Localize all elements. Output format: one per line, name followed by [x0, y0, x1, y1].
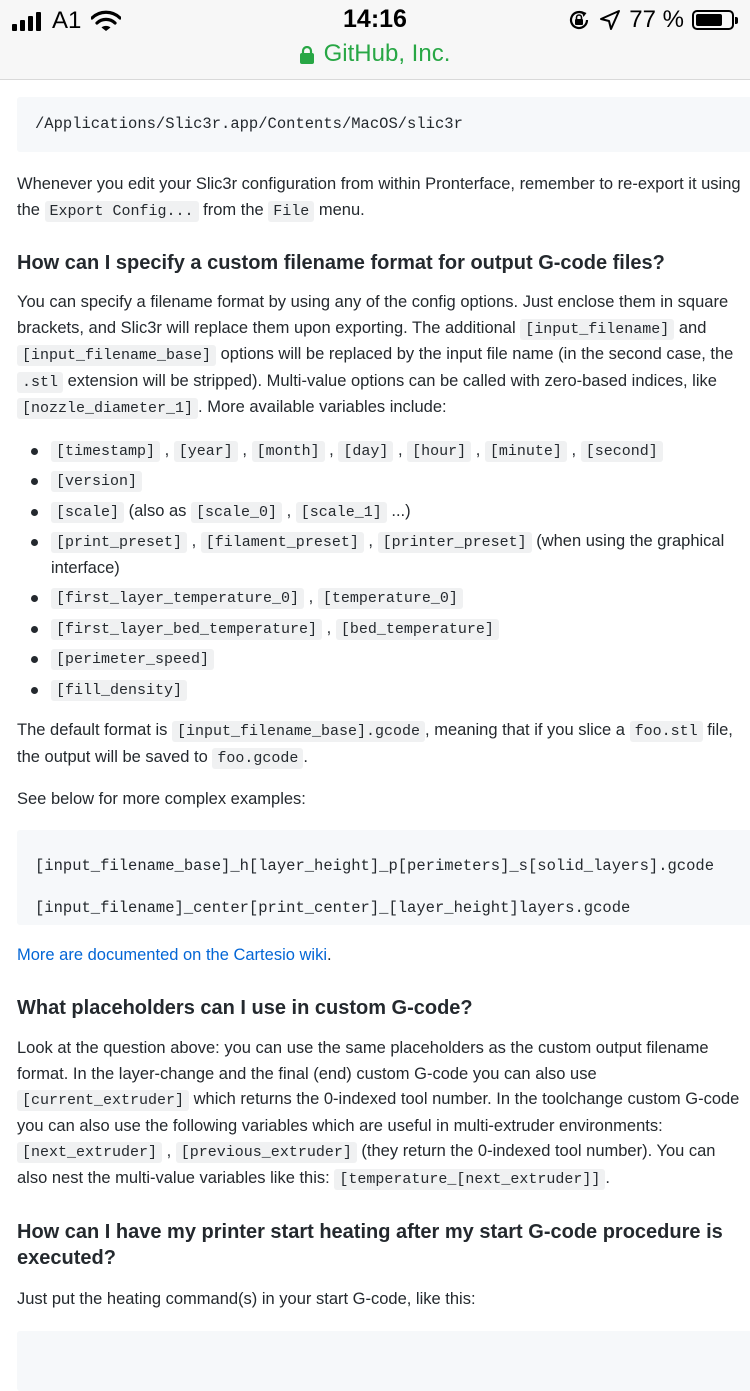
text: options will be replaced by the input file name (in the second case, the: [220, 345, 734, 363]
text: The default format is: [17, 721, 168, 739]
inline-code: [month]: [252, 441, 325, 462]
heading-start-heating: How can I have my printer start heating after my start G-code procedure is executed?: [17, 1221, 723, 1269]
code-block-examples: [17, 830, 750, 925]
list-item: [first_layer_bed_temperature] , [bed_temperature]: [17, 616, 750, 643]
list-item: [17, 677, 750, 704]
inline-code: Export Config...: [45, 201, 199, 222]
text: and: [678, 318, 707, 337]
heading-placeholders: What placeholders can I use in custom G-code?: [17, 997, 473, 1019]
inline-code: [hour]: [407, 441, 471, 462]
status-bar: [0, 0, 750, 80]
inline-code: [nozzle_diameter_1]: [17, 398, 198, 419]
paragraph-wiki: [17, 943, 750, 969]
code-block-heating: [17, 1331, 750, 1391]
inline-code: [first_layer_bed_temperature]: [51, 619, 322, 640]
paragraph-default-format: [17, 718, 750, 771]
inline-code: [print_preset]: [51, 532, 187, 553]
code-block-path: [17, 97, 750, 152]
inline-code: [input_filename]: [520, 319, 674, 340]
inline-code: .stl: [17, 372, 63, 393]
list-item: [print_preset] , [filament_preset] , [printer_preset] (when using the graphical interface): [17, 529, 750, 581]
status-time: 14:16: [343, 5, 407, 33]
variables-list: [17, 438, 750, 704]
inline-code: [second]: [581, 441, 663, 462]
inline-code: [minute]: [485, 441, 567, 462]
inline-code: foo.gcode: [212, 748, 303, 769]
list-item: [17, 646, 750, 673]
text: (also as: [128, 501, 187, 520]
inline-code: [printer_preset]: [378, 532, 532, 553]
orientation-lock-icon: [567, 8, 591, 32]
cartesio-wiki-link[interactable]: More are documented on the Cartesio wiki: [17, 945, 327, 964]
inline-code: [previous_extruder]: [176, 1142, 357, 1163]
paragraph-filename-format: [17, 290, 750, 422]
inline-code: [temperature_0]: [318, 588, 463, 609]
site-name: GitHub, Inc.: [323, 40, 451, 67]
text: .: [605, 1168, 610, 1187]
text: ...): [391, 501, 411, 520]
location-arrow-icon: [599, 9, 621, 31]
inline-code: [first_layer_temperature_0]: [51, 588, 304, 609]
site-identity[interactable]: [0, 40, 750, 68]
inline-code: [version]: [51, 471, 142, 492]
text: extension will be stripped). Multi-value options can be called with zero-based indices, like: [67, 371, 717, 390]
paragraph-placeholders: Look at the question above: you can use the same placeholders as the custom output filename format. In the layer-change and the final (end) custom G-code you can also use [current_extruder] which returns the 0-indexed tool number. In the toolchange custom G-code you can also use the following variables which are useful in multi-extruder environments: [next_extruder] , [previous_extruder] (they return the 0-indexed tool number). You can also nest the multi-value variables like this: [temperature_[next_extruder]] .: [17, 1039, 740, 1188]
text: which returns the 0-indexed tool number. In the toolchange custom G-code you can also use the following variables which are useful in multi-extruder environments:: [17, 1090, 740, 1135]
text: .: [303, 747, 308, 766]
paragraph-see-below: See below for more complex examples:: [17, 790, 306, 808]
inline-code: [input_filename_base].gcode: [172, 721, 425, 742]
heading-filename-format: How can I specify a custom filename format for output G-code files?: [17, 252, 665, 274]
code-line: /Applications/Slic3r.app/Contents/MacOS/slic3r: [35, 115, 463, 133]
inline-code: File: [268, 201, 314, 222]
text: You can specify a filename format by using any of the config options. Just enclose them in square brackets, and Slic3r will replace them upon exporting. The additional: [17, 293, 729, 337]
text: file, the output will be saved to: [17, 721, 733, 766]
carrier-name: A1: [52, 7, 82, 34]
inline-code: [temperature_[next_extruder]]: [334, 1169, 605, 1190]
battery-icon: [692, 10, 734, 30]
text: . More available variables include:: [198, 398, 447, 416]
inline-code: [scale]: [51, 502, 124, 523]
code-line: [input_filename_base]_h[layer_height]_p[perimeters]_s[solid_layers].gcode: [35, 856, 715, 875]
text: from the: [203, 200, 264, 219]
code-line: [input_filename]_center[print_center]_[layer_height]layers.gcode: [35, 898, 631, 917]
text: (they return the 0-indexed tool number). You can also nest the multi-value variables like this:: [17, 1142, 716, 1187]
inline-code: [scale_0]: [191, 502, 282, 523]
inline-code: [day]: [338, 441, 393, 462]
text: Look at the question above: you can use the same placeholders as the custom output filename format. In the layer-change and the final (end) custom G-code you can also use: [17, 1039, 709, 1083]
paragraph-export-config: [17, 172, 750, 224]
readme-content: [17, 80, 750, 1391]
inline-code: [fill_density]: [51, 680, 187, 701]
text: , meaning that if you slice a: [425, 721, 625, 739]
list-item: [first_layer_temperature_0] , [temperature_0]: [17, 585, 750, 612]
paragraph-heating: Just put the heating command(s) in your start G-code, like this:: [17, 1290, 476, 1308]
list-item: [timestamp] , [year] , [month] , [day] , [hour] , [minute] , [second]: [17, 438, 750, 465]
battery-percentage: 77 %: [629, 6, 684, 33]
text: .: [327, 945, 332, 964]
list-item: [17, 468, 750, 495]
text: menu.: [318, 200, 365, 219]
status-right: [567, 6, 734, 34]
inline-code: [bed_temperature]: [336, 619, 499, 640]
text: Whenever you edit your Slic3r configuration from within Pronterface, remember to re-export it using the: [17, 175, 741, 219]
inline-code: [timestamp]: [51, 441, 160, 462]
inline-code: [perimeter_speed]: [51, 649, 214, 670]
inline-code: [input_filename_base]: [17, 345, 216, 366]
inline-code: [filament_preset]: [201, 532, 364, 553]
list-item: [scale] (also as [scale_0] , [scale_1] ...): [17, 499, 750, 526]
text: (when using the graphical interface): [51, 532, 725, 577]
inline-code: [next_extruder]: [17, 1142, 162, 1163]
inline-code: [scale_1]: [296, 502, 387, 523]
inline-code: [current_extruder]: [17, 1090, 189, 1111]
inline-code: [year]: [174, 441, 238, 462]
inline-code: foo.stl: [630, 721, 703, 742]
lock-icon: [300, 46, 314, 64]
